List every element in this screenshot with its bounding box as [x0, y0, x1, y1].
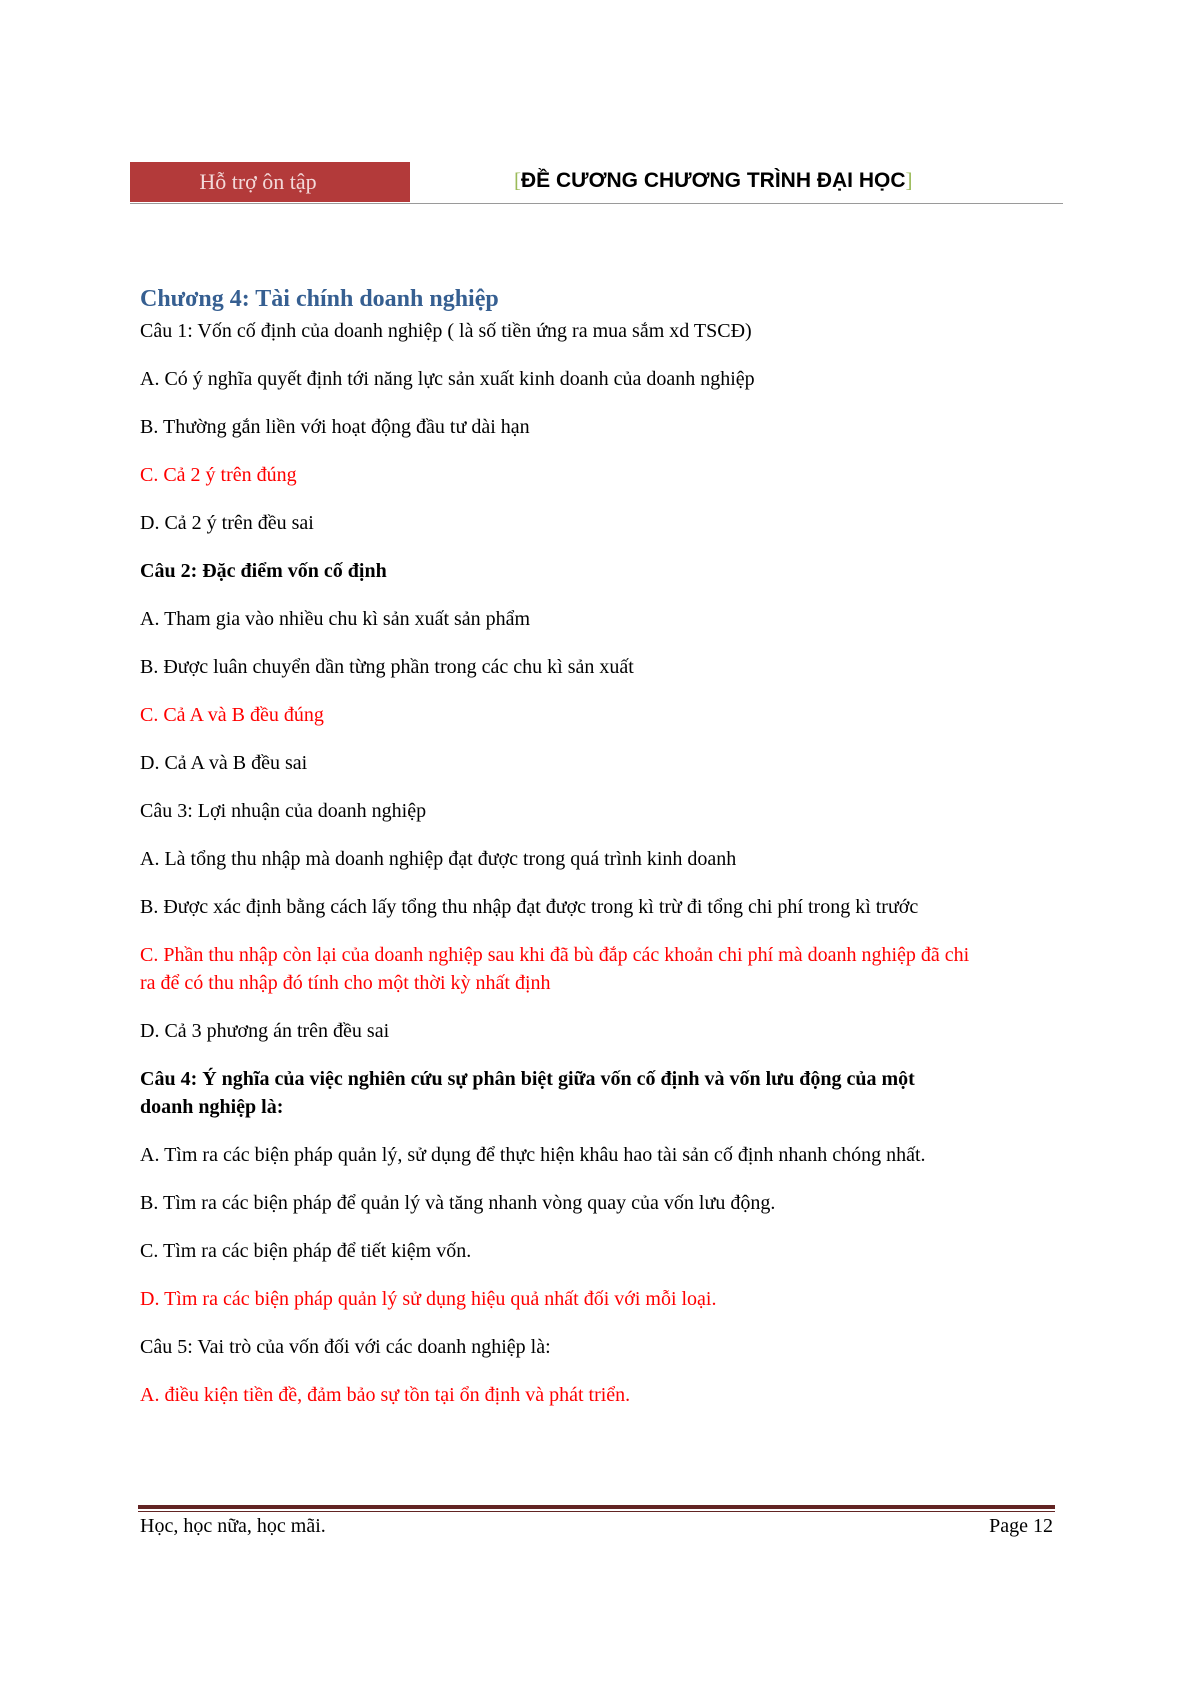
q3-option-b: B. Được xác định bằng cách lấy tổng thu nhập đạt được trong kì trừ đi tổng chi phí trong kì trước	[140, 896, 919, 918]
header-label-box	[130, 162, 410, 202]
footer-motto: Học, học nữa, học mãi.	[140, 1515, 326, 1537]
header-bracket-close: ]	[905, 168, 913, 192]
header-divider	[130, 203, 1063, 204]
page-number: 12	[1033, 1515, 1053, 1537]
header-bracket-open: [	[514, 168, 521, 192]
q4-option-b: B. Tìm ra các biện pháp để quản lý và tăng nhanh vòng quay của vốn lưu động.	[140, 1192, 776, 1214]
question-2: Câu 2: Đặc điểm vốn cố định	[140, 560, 387, 582]
question-5: Câu 5: Vai trò của vốn đối với các doanh nghiệp là:	[140, 1336, 551, 1358]
q2-option-c-answer: C. Cả A và B đều đúng	[140, 704, 324, 726]
footer-divider-thick	[138, 1505, 1055, 1509]
q2-option-a: A. Tham gia vào nhiều chu kì sản xuất sản phẩm	[140, 608, 531, 630]
q1-option-b: B. Thường gắn liền với hoạt động đầu tư dài hạn	[140, 416, 530, 438]
q3-option-c-answer: C. Phần thu nhập còn lại của doanh nghiệp sau khi đã bù đắp các khoản chi phí mà doanh nghiệp đã chi ra để có thu nhập đó tính cho một thời kỳ nhất định	[140, 944, 970, 994]
q4-option-a: A. Tìm ra các biện pháp quản lý, sử dụng để thực hiện khâu hao tài sản cố định nhanh chóng nhất.	[140, 1144, 926, 1166]
q4-option-c: C. Tìm ra các biện pháp để tiết kiệm vốn.	[140, 1240, 472, 1262]
q2-option-d: D. Cả A và B đều sai	[140, 752, 308, 774]
q2-option-b: B. Được luân chuyển dần từng phần trong các chu kì sản xuất	[140, 656, 634, 678]
footer-page-number	[989, 1512, 1053, 1540]
page-label: Page	[989, 1515, 1028, 1537]
header-title	[514, 168, 913, 193]
question-3: Câu 3: Lợi nhuận của doanh nghiệp	[140, 800, 427, 822]
q3-option-a: A. Là tổng thu nhập mà doanh nghiệp đạt được trong quá trình kinh doanh	[140, 848, 737, 870]
header-title-text: ĐỀ CƯƠNG CHƯƠNG TRÌNH ĐẠI HỌC	[521, 169, 906, 192]
q1-option-c-answer: C. Cả 2 ý trên đúng	[140, 464, 297, 486]
question-4: Câu 4: Ý nghĩa của việc nghiên cứu sự phân biệt giữa vốn cố định và vốn lưu động của một doanh nghiệp là:	[140, 1068, 915, 1118]
question-1: Câu 1: Vốn cố định của doanh nghiệp ( là số tiền ứng ra mua sắm xd TSCĐ)	[140, 320, 752, 342]
chapter-title: Chương 4: Tài chính doanh nghiệp	[140, 286, 499, 312]
q1-option-d: D. Cả 2 ý trên đều sai	[140, 512, 314, 534]
page-content	[140, 283, 970, 1409]
q3-option-d: D. Cả 3 phương án trên đều sai	[140, 1020, 390, 1042]
q4-option-d-answer: D. Tìm ra các biện pháp quản lý sử dụng hiệu quả nhất đối với mỗi loại.	[140, 1288, 717, 1310]
q1-option-a: A. Có ý nghĩa quyết định tới năng lực sản xuất kinh doanh của doanh nghiệp	[140, 368, 755, 390]
header-label: Hỗ trợ ôn tập	[199, 169, 317, 194]
q5-option-a-answer: A. điều kiện tiền đề, đảm bảo sự tồn tại ổn định và phát triển.	[140, 1384, 631, 1406]
